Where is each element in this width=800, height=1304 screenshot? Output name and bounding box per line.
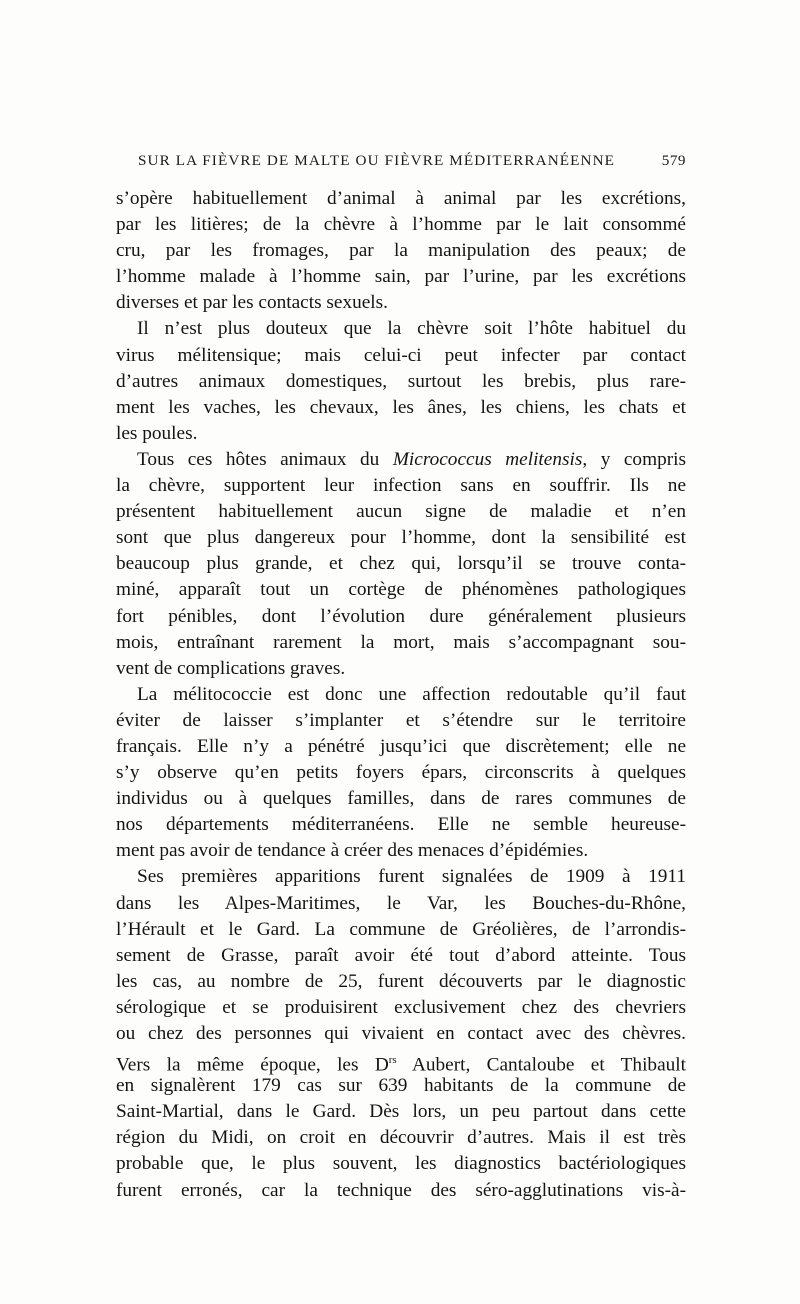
text-line: ment pas avoir de tendance à créer des menaces d’épidémies. [116, 840, 589, 862]
text-line: Il n’est plus douteux que la chèvre soit l’hôte habituel du [137, 318, 686, 340]
doctors-abbrev-superscript: rs [388, 1054, 397, 1067]
text-line: cru, par les fromages, par la manipulation des peaux; de [116, 240, 686, 262]
text-line: ment les vaches, les chevaux, les ânes, les chiens, les chats et [116, 396, 686, 418]
text-line: mois, entraînant rarement la mort, mais s’accompagnant sou- [116, 631, 686, 653]
text-line: individus ou à quelques familles, dans de rares communes de [116, 788, 686, 810]
text-line: vent de complications graves. [116, 657, 346, 679]
text-line: français. Elle n’y a pénétré jusqu’ici que discrètement; elle ne [116, 735, 686, 757]
text-line: Vers la même époque, les $D^{rs}$ Aubert, Cantaloube et Thibault [116, 1054, 686, 1076]
text-line: sement de Grasse, paraît avoir été tout d’abord atteinte. Tous [116, 944, 686, 966]
text-line: probable que, le plus souvent, les diagnostics bactériologiques [116, 1153, 686, 1175]
paragraph-2 [116, 316, 686, 446]
text-line: ou chez des personnes qui vivaient en contact avec des chèvres. [116, 1023, 686, 1044]
text-line: Ses premières apparitions furent signalées de 1909 à 1911 [137, 866, 686, 888]
text-line: miné, apparaît tout un cortège de phénomènes pathologiques [116, 579, 686, 601]
text-line: fort pénibles, dont l’évolution dure généralement plusieurs [116, 605, 686, 627]
text-line: sont que plus dangereux pour l’homme, dont la sensibilité est [116, 527, 686, 549]
text-line: diverses et par les contacts sexuels. [116, 292, 388, 314]
running-title: SUR LA FIÈVRE DE MALTE OU FIÈVRE MÉDITERRANÉENNE [138, 152, 616, 169]
text-line: les cas, au nombre de 25, furent découverts par le diagnostic [116, 970, 686, 992]
text-line: La mélitococcie est donc une affection redoutable qu’il faut [137, 683, 686, 705]
paragraph-4 [116, 682, 686, 865]
body-text [116, 186, 686, 1204]
text-line: s’opère habituellement d’animal à animal par les excrétions, [116, 188, 686, 209]
text-line: la chèvre, supportent leur infection sans en souffrir. Ils ne [116, 475, 686, 497]
text-line: éviter de laisser s’implanter et s’étendre sur le territoire [116, 709, 686, 731]
text-line: les poules. [116, 422, 198, 444]
text-line: d’autres animaux domestiques, surtout les brebis, plus rare- [116, 370, 686, 392]
text-line: nos départements méditerranéens. Elle ne semble heureuse- [116, 814, 686, 836]
text-line: en signalèrent 179 cas sur 639 habitants de la commune de [116, 1075, 686, 1097]
text-line: région du Midi, on croit en découvrir d’autres. Mais il est très [116, 1127, 686, 1149]
text-line: l’homme malade à l’homme sain, par l’urine, par les excrétions [116, 266, 686, 288]
text-line: présentent habituellement aucun signe de maladie et n’en [116, 501, 686, 523]
text-line: dans les Alpes-Maritimes, le Var, les Bouches-du-Rhône, [116, 892, 686, 914]
species-name: Micrococcus melitensis [392, 448, 583, 470]
text-line: Tous ces hôtes animaux du Micrococcus melitensis, y compris [137, 448, 686, 470]
paragraph-3 [116, 447, 686, 682]
text-line: sérologique et se produisirent exclusivement chez des chevriers [116, 996, 686, 1018]
text-line: l’Hérault et le Gard. La commune de Gréolières, de l’arrondis- [116, 918, 686, 940]
text-line: virus mélitensique; mais celui-ci peut infecter par contact [116, 344, 686, 366]
running-head [138, 149, 686, 173]
paragraph-5 [116, 864, 686, 1203]
text-line: furent erronés, car la technique des séro-agglutinations vis-à- [116, 1179, 686, 1201]
text-line: par les litières; de la chèvre à l’homme par le lait consommé [116, 214, 686, 236]
paragraph-1 [116, 186, 686, 316]
text-line: Saint-Martial, dans le Gard. Dès lors, un peu partout dans cette [116, 1101, 686, 1123]
text-line: s’y observe qu’en petits foyers épars, circonscrits à quelques [116, 762, 686, 784]
text-line: beaucoup plus grande, et chez qui, lorsqu’il se trouve conta- [116, 553, 686, 575]
page-number: 579 [661, 152, 686, 169]
